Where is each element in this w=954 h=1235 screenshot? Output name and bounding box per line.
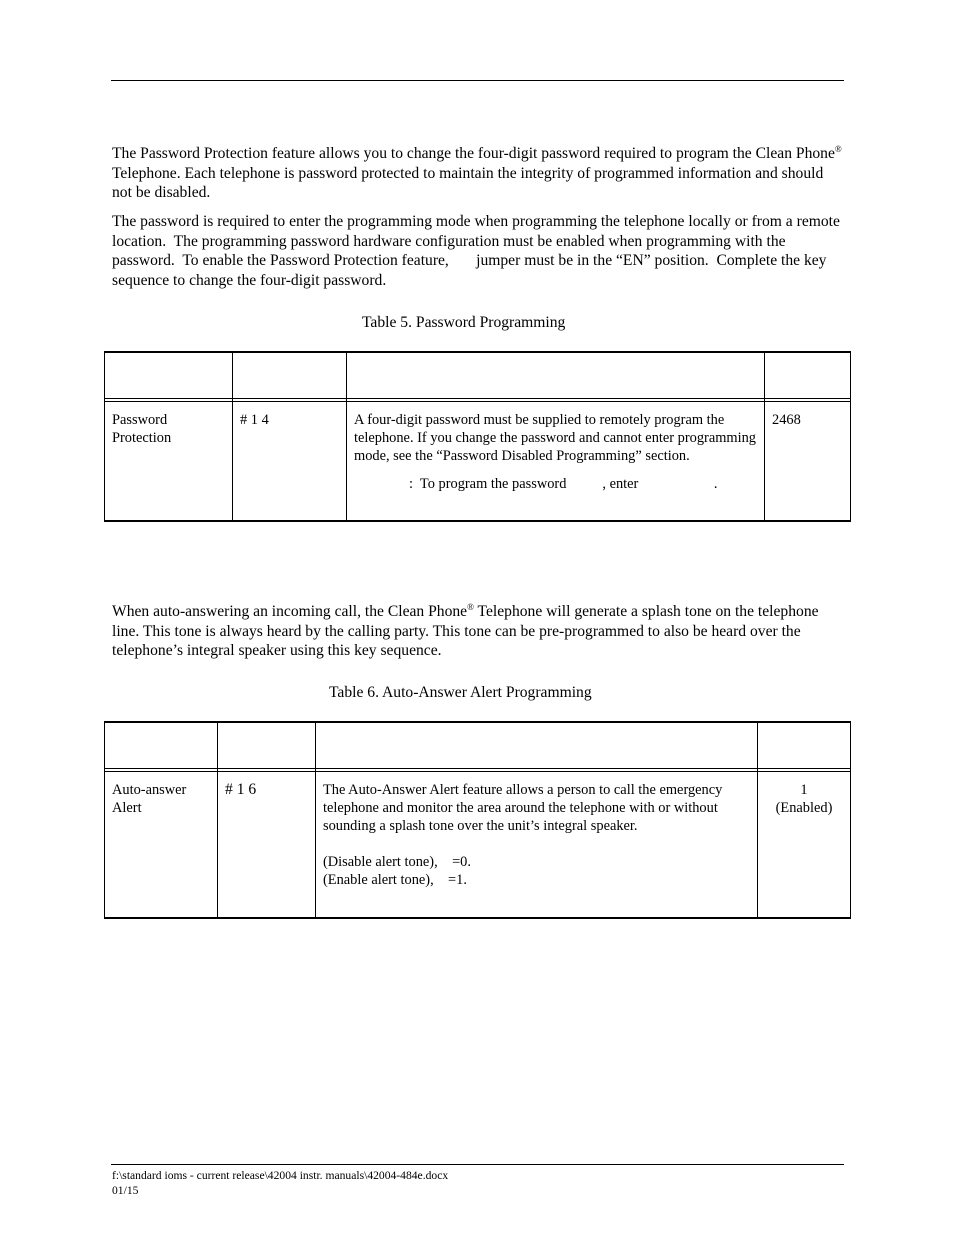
table-row <box>105 772 851 918</box>
password-programming-table <box>104 351 851 522</box>
auto-answer-intro-paragraph <box>112 602 847 661</box>
note-text: : To program the password , enter . <box>409 476 718 492</box>
default-value: 1 <box>800 782 808 798</box>
description-cell <box>316 772 758 918</box>
table5-caption: Table 5. Password Programming <box>362 314 566 331</box>
feature-cell: Password Protection <box>105 402 233 521</box>
registered-mark: ® <box>467 601 474 612</box>
header-cell <box>758 722 851 769</box>
footer-rule <box>111 1164 844 1165</box>
code-cell: # 1 4 <box>233 402 347 521</box>
description-text: A four-digit password must be supplied to remotely program the telephone. If you change the password and cannot enter programming mode, see the “Password Disabled Programming” section. <box>354 412 757 464</box>
password-intro-text-a: The Password Protection feature allows you to change the four-digit password required to program the Clean Phone <box>112 145 835 162</box>
header-cell <box>347 352 765 399</box>
header-rule <box>111 80 844 81</box>
option-disable-text: (Disable alert tone), =0. <box>323 854 471 870</box>
description-text: The Auto-Answer Alert feature allows a person to call the emergency telephone and monitor the area around the telephone with or without sounding a splash tone over the unit’s integral speaker. <box>323 782 723 834</box>
password-intro-text-b: Telephone. Each telephone is password protected to maintain the integrity of programmed information and should not be disabled. <box>112 164 824 202</box>
code-cell: # 1 6 <box>218 772 316 918</box>
header-cell <box>765 352 851 399</box>
header-cell <box>105 352 233 399</box>
table-row <box>105 402 851 521</box>
auto-intro-text-a: When auto-answering an incoming call, the Clean Phone <box>112 603 468 620</box>
header-cell <box>233 352 347 399</box>
feature-cell: Auto-answer Alert <box>105 772 218 918</box>
password-intro-paragraph <box>112 144 847 203</box>
table-header-row <box>105 722 851 769</box>
default-cell <box>758 772 851 918</box>
header-cell <box>105 722 218 769</box>
auto-answer-alert-table <box>104 721 851 919</box>
footer-date: 01/15 <box>112 1184 139 1197</box>
auto-intro-text-b: Telephone will generate a splash tone on the telephone line. This tone is always heard by the calling party. This tone can be pre-programmed to also be heard over the telephone’s integral speaker using this key sequence. <box>112 603 819 660</box>
default-cell: 2468 <box>765 402 851 521</box>
password-requirement-paragraph: The password is required to enter the programming mode when programming the telephone locally or from a remote location. The programming password hardware configuration must be enabled when programming with the password. To enable the Password Protection feature, jumper must be in the “EN” position. Complete the key sequence to change the four-digit password. <box>112 213 844 289</box>
option-enable-text: (Enable alert tone), =1. <box>323 872 467 888</box>
table6-caption: Table 6. Auto-Answer Alert Programming <box>329 684 592 701</box>
description-cell <box>347 402 765 521</box>
registered-mark: ® <box>834 143 842 154</box>
footer-file-path: f:\standard ioms - current release\42004 instr. manuals\42004-484e.docx <box>112 1169 449 1182</box>
default-label: (Enabled) <box>775 800 833 816</box>
header-cell <box>218 722 316 769</box>
header-cell <box>316 722 758 769</box>
table-header-row <box>105 352 851 399</box>
